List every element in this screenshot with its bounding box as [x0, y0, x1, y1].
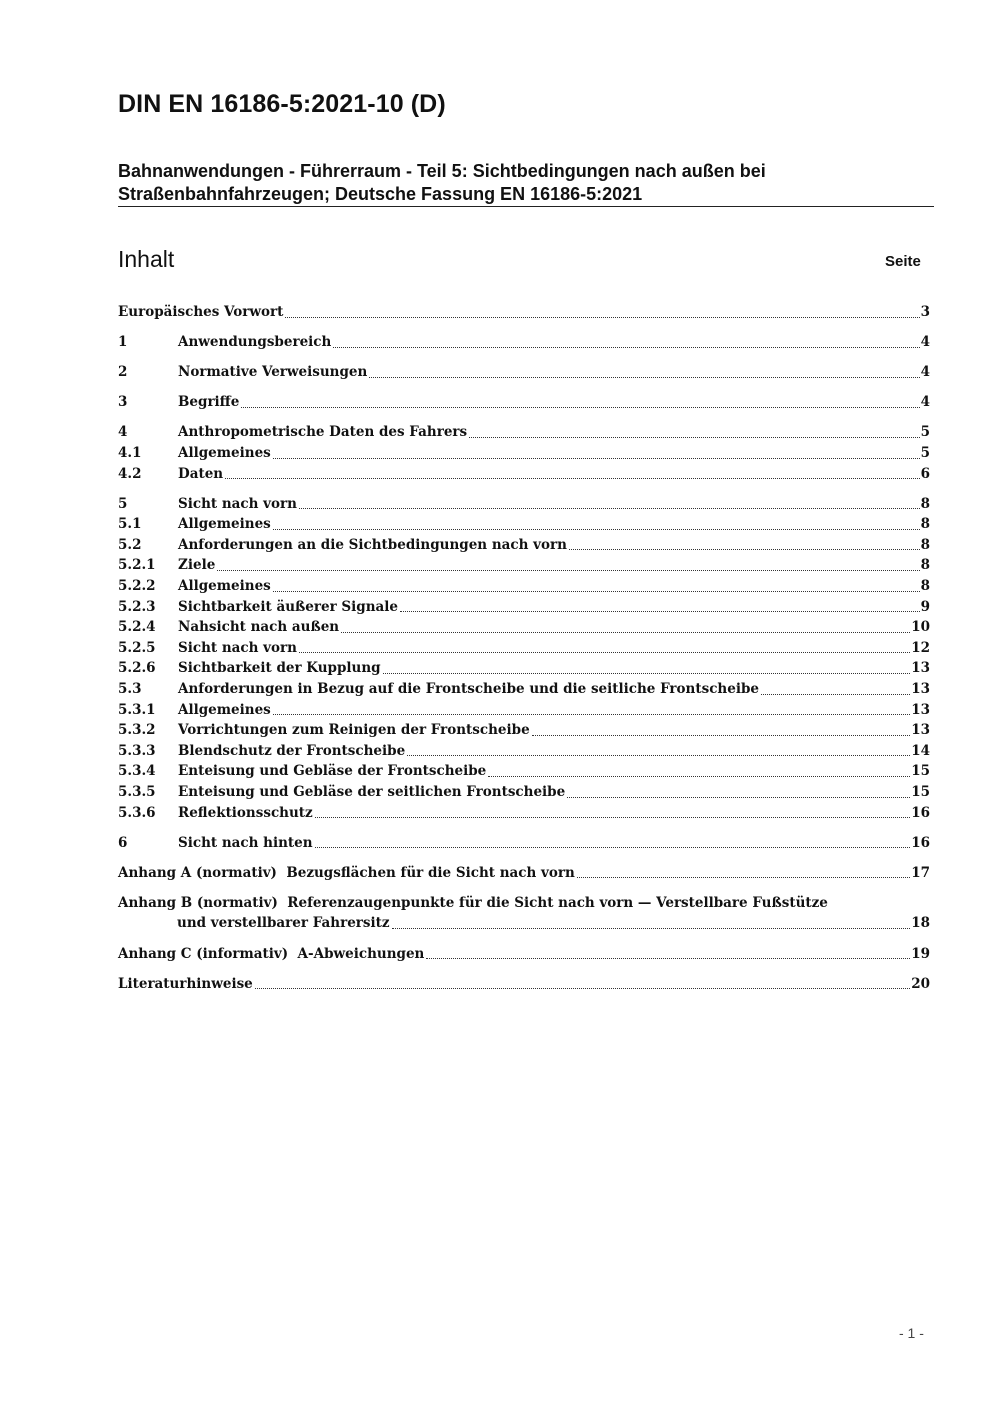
toc-entry-page: 14: [911, 742, 930, 759]
toc-entry-page: 4: [920, 334, 930, 351]
toc-leader: [488, 776, 910, 777]
toc-entry-label-continued: und verstellbarer Fahrersitz: [177, 915, 390, 932]
toc-entry[interactable]: [118, 494, 930, 515]
toc-leader: [469, 437, 919, 438]
toc-entry-number: 4: [118, 424, 128, 441]
toc-leader: [299, 652, 910, 653]
toc-leader: [273, 591, 920, 592]
toc-entry-annex-a[interactable]: [118, 863, 930, 884]
toc-entry-number: 5.3.1: [118, 701, 156, 718]
toc-entry-number: 5.2.6: [118, 660, 156, 677]
toc-entry-label: Anhang B (normativ) Referenzaugenpunkte für die Sicht nach vorn — Verstellbare Fußstütze: [118, 894, 828, 911]
toc-entry-page: 5: [920, 444, 930, 461]
toc-entry[interactable]: [118, 302, 930, 323]
toc-entry-label: Enteisung und Gebläse der Frontscheibe: [178, 763, 487, 780]
toc-leader: [407, 755, 910, 756]
toc-leader: [400, 611, 920, 612]
toc-entry-page: 8: [920, 516, 930, 533]
toc-entry-label: Reflektionsschutz: [178, 804, 313, 821]
toc-heading: Inhalt: [118, 246, 175, 272]
toc-leader: [369, 377, 919, 378]
toc-entry-page: 8: [920, 495, 930, 512]
toc-entry-label: Anthropometrische Daten des Fahrers: [178, 424, 468, 441]
toc-entry-number: 6: [118, 834, 128, 851]
toc-entry-number: 5.2: [118, 536, 142, 553]
toc-entry-bibliography[interactable]: [118, 974, 930, 995]
toc-entry-page: 17: [911, 864, 930, 881]
toc-entry[interactable]: [118, 464, 930, 485]
toc-leader: [392, 928, 911, 929]
document-title-line1: Bahnanwendungen - Führerraum - Teil 5: Sichtbedingungen nach außen bei: [118, 161, 766, 181]
toc-entry-number: 5.2.4: [118, 619, 156, 636]
toc-entry-number: 1: [118, 334, 128, 351]
toc-entry[interactable]: [118, 597, 930, 618]
toc-entry-annex-b[interactable]: [118, 893, 930, 934]
toc-entry-page: 13: [911, 701, 930, 718]
toc-leader: [315, 817, 910, 818]
toc-entry-label: Ziele: [178, 557, 216, 574]
toc-entry[interactable]: [118, 422, 930, 443]
toc-entry-annex-c[interactable]: [118, 944, 930, 965]
document-code: DIN EN 16186-5:2021-10 (D): [118, 90, 446, 118]
toc-entry-label: Vorrichtungen zum Reinigen der Frontscheibe: [178, 722, 530, 739]
toc-entry-page: 6: [920, 465, 930, 482]
toc-leader: [532, 735, 911, 736]
toc-entry-label: Enteisung und Gebläse der seitlichen Frontscheibe: [178, 783, 566, 800]
toc-entry-page: 13: [911, 681, 930, 697]
toc-entry-label: Sicht nach vorn: [178, 639, 297, 656]
toc-entry-page: 16: [911, 834, 930, 851]
toc-entry-page: 4: [920, 394, 930, 411]
toc-entry-label: Allgemeines: [178, 444, 271, 461]
toc-leader: [299, 508, 920, 509]
toc-entry-label: Begriffe: [178, 394, 240, 411]
toc-entry-page: 13: [911, 660, 930, 677]
toc-entry-label: Nahsicht nach außen: [178, 619, 340, 636]
toc-entry[interactable]: [118, 443, 930, 464]
toc-entry[interactable]: [118, 720, 930, 741]
toc-entry[interactable]: [118, 803, 930, 824]
toc-entry-label: Sicht nach vorn: [178, 495, 297, 512]
toc-leader: [255, 988, 910, 989]
toc-entry-label: Anhang A (normativ) Bezugsflächen für die Sicht nach vorn: [118, 864, 575, 881]
toc-entry-number: 5.3.6: [118, 804, 156, 821]
toc-entry-label: Daten: [178, 465, 224, 482]
toc-entry-label: Allgemeines: [178, 516, 271, 533]
toc-entry-label: Sichtbarkeit äußerer Signale: [178, 598, 398, 615]
page-number: - 1 -: [899, 1325, 924, 1341]
toc-entry-page: 10: [911, 619, 930, 636]
toc-entry-label: Blendschutz der Frontscheibe: [178, 742, 406, 759]
toc-leader: [217, 570, 919, 571]
toc-entry-label: Literaturhinweise: [118, 975, 253, 992]
toc-entry[interactable]: [118, 700, 930, 721]
toc-entry-number: 5.1: [118, 516, 142, 533]
toc-entry[interactable]: [118, 332, 930, 353]
toc-entry-page: 3: [920, 304, 930, 320]
toc-entry-page: 8: [920, 578, 930, 595]
toc-entry-page: 13: [911, 722, 930, 739]
toc-leader: [426, 958, 910, 959]
toc-leader: [761, 694, 910, 695]
toc-entry[interactable]: [118, 535, 930, 556]
toc-entry-number: 5.2.1: [118, 557, 156, 574]
toc-entry-label: Anhang C (informativ) A-Abweichungen: [118, 945, 425, 962]
title-divider: [118, 206, 934, 207]
toc-entry-page: 9: [920, 598, 930, 615]
toc-entry-number: 2: [118, 364, 128, 381]
toc-leader: [315, 847, 911, 848]
toc-entry-label: Europäisches Vorwort: [118, 304, 284, 320]
toc-entry-page: 19: [911, 945, 930, 962]
toc-entry[interactable]: [118, 761, 930, 782]
toc-entry-page: 4: [920, 364, 930, 381]
toc-entry-label: Sicht nach hinten: [178, 834, 313, 851]
toc-entry-number: 5: [118, 495, 128, 512]
toc-entry-page: 15: [911, 763, 930, 780]
toc-leader: [273, 458, 920, 459]
toc-entry-page: 15: [911, 783, 930, 800]
table-of-contents: [118, 302, 930, 994]
toc-leader: [567, 797, 910, 798]
toc-entry-page: 8: [920, 557, 930, 574]
document-title: [118, 160, 908, 206]
toc-leader: [383, 673, 911, 674]
toc-entry-label: Anforderungen an die Sichtbedingungen nach vorn: [178, 536, 567, 553]
toc-entry-number: 5.3.3: [118, 742, 156, 759]
toc-entry[interactable]: [118, 576, 930, 597]
toc-entry[interactable]: [118, 679, 930, 700]
toc-leader: [241, 407, 919, 408]
toc-entry-number: 5.2.5: [118, 639, 156, 656]
toc-entry-label: Allgemeines: [178, 578, 271, 595]
toc-entry-number: 4.1: [118, 444, 142, 461]
toc-leader: [285, 317, 919, 318]
toc-entry-number: 3: [118, 394, 128, 411]
toc-entry[interactable]: [118, 362, 930, 383]
toc-entry-label: Anforderungen in Bezug auf die Frontscheibe und die seitliche Frontscheibe: [178, 681, 759, 697]
toc-leader: [569, 549, 920, 550]
toc-entry-number: 5.3.2: [118, 722, 156, 739]
toc-entry-label: Normative Verweisungen: [178, 364, 368, 381]
toc-entry-number: 5.2.2: [118, 578, 156, 595]
toc-entry[interactable]: [118, 782, 930, 803]
document-title-line2: Straßenbahnfahrzeugen; Deutsche Fassung EN 16186-5:2021: [118, 184, 643, 204]
toc-entry[interactable]: [118, 658, 930, 679]
toc-leader: [273, 714, 910, 715]
toc-entry-page: 16: [911, 804, 930, 821]
toc-entry[interactable]: [118, 741, 930, 762]
toc-entry-page: 12: [911, 639, 930, 656]
toc-leader: [225, 478, 919, 479]
toc-leader: [273, 529, 920, 530]
toc-entry[interactable]: [118, 617, 930, 638]
toc-entry-page: 20: [911, 975, 930, 992]
toc-leader: [333, 347, 919, 348]
toc-leader: [577, 877, 910, 878]
toc-entry-label: Anwendungsbereich: [178, 334, 332, 351]
toc-entry[interactable]: [118, 514, 930, 535]
toc-entry-number: 5.3.4: [118, 763, 156, 780]
toc-entry[interactable]: [118, 555, 930, 576]
toc-entry-number: 5.3: [118, 681, 142, 697]
toc-entry-page: 18: [911, 915, 930, 932]
toc-leader: [341, 632, 910, 633]
toc-entry[interactable]: [118, 392, 930, 413]
toc-entry-number: 5.2.3: [118, 598, 156, 615]
toc-page-heading: Seite: [885, 253, 921, 270]
toc-entry[interactable]: [118, 833, 930, 854]
toc-entry-number: 4.2: [118, 465, 142, 482]
toc-entry[interactable]: [118, 638, 930, 659]
toc-entry-number: 5.3.5: [118, 783, 156, 800]
toc-entry-page: 5: [920, 424, 930, 441]
toc-entry-label: Sichtbarkeit der Kupplung: [178, 660, 381, 677]
toc-entry-page: 8: [920, 536, 930, 553]
toc-entry-label: Allgemeines: [178, 701, 271, 718]
